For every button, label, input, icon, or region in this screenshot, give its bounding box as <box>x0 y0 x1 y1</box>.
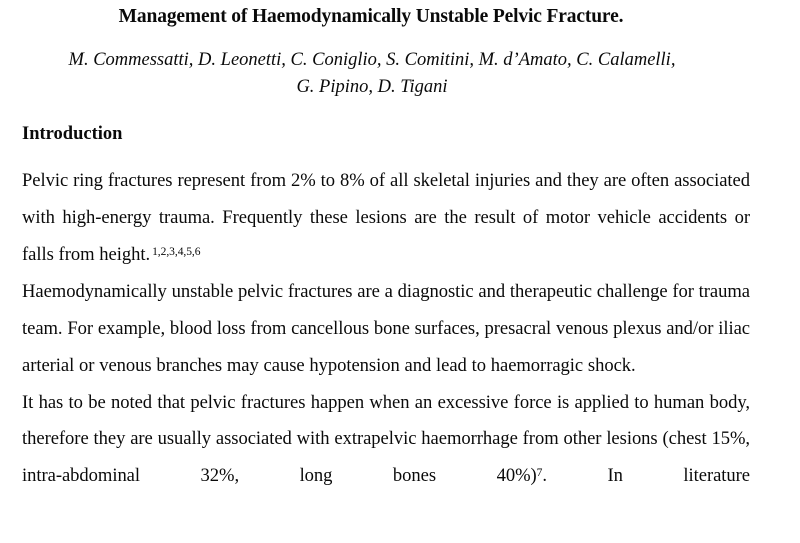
page-title: Management of Haemodynamically Unstable Pelvic Fracture. <box>118 6 624 27</box>
paragraph-text: Haemodynamically unstable pelvic fractures are a diagnostic and therapeutic challenge for trauma team. For example, blood loss from cancellous bone surfaces, presacral venous plexus and/or iliac arterial or venous branches may cause hypotension and lead to haemorragic shock. <box>22 280 750 376</box>
author-line-1: M. Commessatti, D. Leonetti, C. Coniglio, S. Comitini, M. d’Amato, C. Calamelli, <box>68 50 676 71</box>
paragraph-text-continued: . In literature <box>542 465 750 487</box>
author-list <box>22 30 750 101</box>
section-body-introduction <box>22 145 750 532</box>
paragraph <box>22 385 750 533</box>
author-line-2: G. Pipino, D. Tigani <box>296 77 448 98</box>
citation-superscript: 1,2,3,4,5,6 <box>152 245 201 258</box>
paragraph <box>22 163 750 274</box>
paragraph-text: It has to be noted that pelvic fractures happen when an excessive force is applied to human body, therefore they are usually associated with extrapelvic haemorrhage from other lesions (chest 15%, intra-abdominal 32%, long bones 40%) <box>22 391 750 487</box>
paragraph-text: Pelvic ring fractures represent from 2% to 8% of all skeletal injuries and they are often associated with high-energy trauma. Frequently these lesions are the result of motor vehicle accidents or falls from height. <box>22 170 750 265</box>
section-heading-introduction: Introduction <box>22 123 123 144</box>
paragraph <box>22 274 750 385</box>
citation-superscript: 7 <box>536 467 543 480</box>
